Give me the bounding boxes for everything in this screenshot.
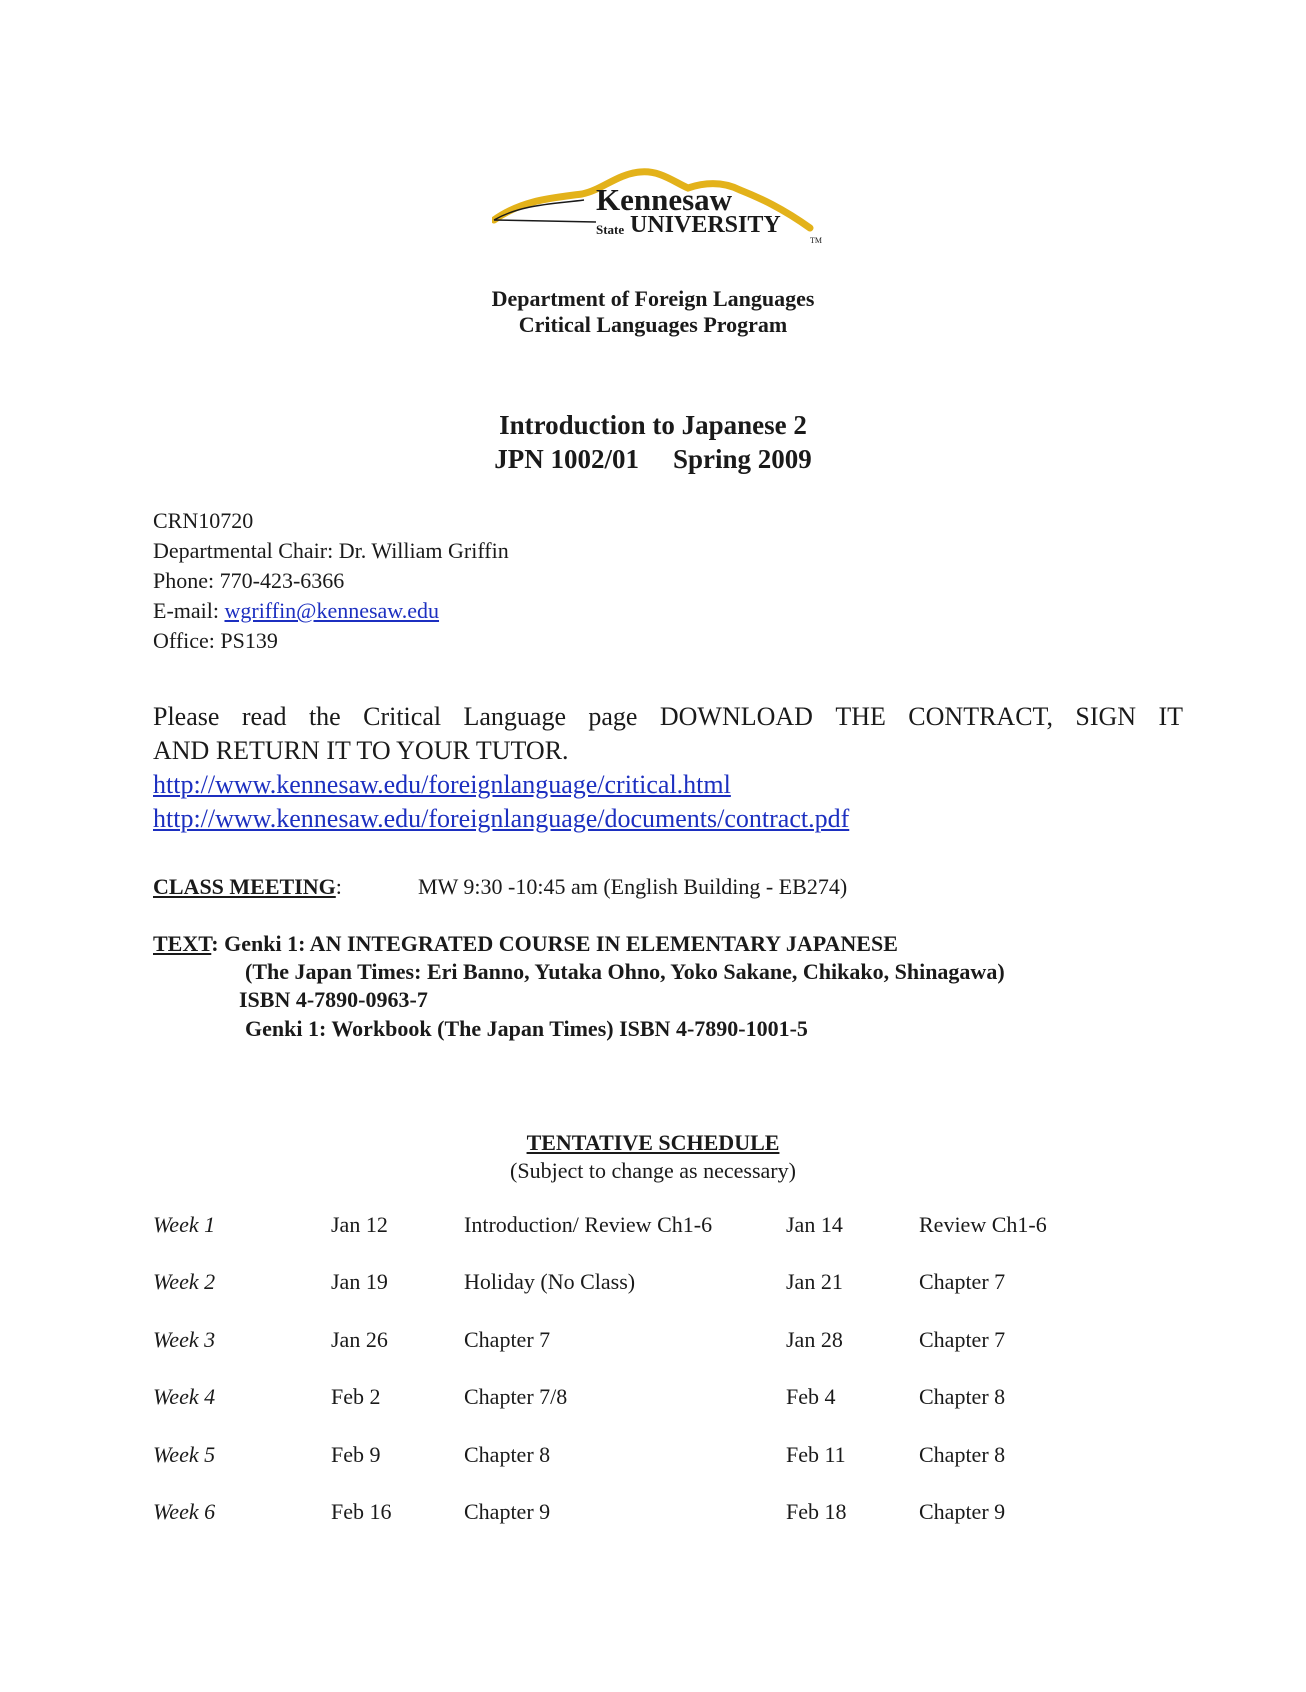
textbook-title: : Genki 1: AN INTEGRATED COURSE IN ELEMENTARY JAPANESE bbox=[211, 931, 898, 956]
schedule-date-1: Jan 12 bbox=[331, 1212, 388, 1237]
schedule-topic-2: Chapter 9 bbox=[919, 1499, 1006, 1524]
schedule-date-2: Feb 4 bbox=[786, 1384, 836, 1409]
schedule-subtitle: (Subject to change as necessary) bbox=[510, 1158, 796, 1183]
schedule-row bbox=[153, 1212, 1253, 1242]
schedule-row bbox=[153, 1384, 1253, 1414]
schedule-date-2: Feb 11 bbox=[786, 1442, 846, 1467]
email-label: E-mail: bbox=[153, 598, 225, 623]
course-code: JPN 1002/01 bbox=[494, 444, 639, 474]
notice-word: DOWNLOAD bbox=[659, 702, 813, 731]
schedule-topic-1: Holiday (No Class) bbox=[464, 1269, 636, 1294]
notice-word: CONTRACT, bbox=[908, 702, 1053, 731]
notice-line-1 bbox=[153, 700, 1183, 734]
schedule-week: Week 5 bbox=[153, 1442, 216, 1467]
notice-word: page bbox=[588, 702, 638, 731]
logo-wordmark-university: UNIVERSITY bbox=[630, 212, 781, 238]
schedule-date-2: Jan 21 bbox=[786, 1269, 843, 1294]
schedule-week: Week 6 bbox=[153, 1499, 216, 1524]
office: Office: PS139 bbox=[153, 628, 278, 653]
logo-trademark: TM bbox=[810, 236, 822, 245]
schedule-week: Week 4 bbox=[153, 1384, 216, 1409]
contract-notice bbox=[153, 700, 1183, 836]
schedule-topic-1: Introduction/ Review Ch1-6 bbox=[464, 1212, 713, 1237]
course-code-term bbox=[0, 442, 1306, 476]
notice-word: IT bbox=[1158, 702, 1183, 731]
textbook-isbn: ISBN 4-7890-0963-7 bbox=[239, 987, 428, 1012]
schedule-topic-1: Chapter 9 bbox=[464, 1499, 551, 1524]
departmental-chair: Departmental Chair: Dr. William Griffin bbox=[153, 538, 509, 563]
contract-pdf-link[interactable]: http://www.kennesaw.edu/foreignlanguage/documents/contract.pdf bbox=[153, 804, 850, 833]
department-name: Department of Foreign Languages bbox=[491, 286, 815, 311]
schedule-date-1: Feb 9 bbox=[331, 1442, 381, 1467]
schedule-date-2: Jan 14 bbox=[786, 1212, 843, 1237]
critical-language-page-link[interactable]: http://www.kennesaw.edu/foreignlanguage/critical.html bbox=[153, 770, 731, 799]
schedule-week: Week 1 bbox=[153, 1212, 216, 1237]
class-meeting-label-line bbox=[153, 874, 342, 900]
textbook-line-1 bbox=[153, 931, 898, 957]
notice-word: SIGN bbox=[1075, 702, 1137, 731]
schedule-topic-2: Chapter 8 bbox=[919, 1384, 1006, 1409]
notice-line-2: AND RETURN IT TO YOUR TUTOR. bbox=[153, 736, 569, 765]
schedule-date-1: Jan 26 bbox=[331, 1327, 388, 1352]
schedule-topic-1: Chapter 8 bbox=[464, 1442, 551, 1467]
course-title: Introduction to Japanese 2 bbox=[499, 410, 807, 440]
email-link[interactable]: wgriffin@kennesaw.edu bbox=[224, 598, 440, 623]
schedule-week: Week 3 bbox=[153, 1327, 216, 1352]
schedule-row bbox=[153, 1269, 1253, 1299]
text-label: TEXT bbox=[153, 931, 212, 956]
schedule-topic-2: Review Ch1-6 bbox=[919, 1212, 1047, 1237]
class-meeting-colon: : bbox=[335, 874, 342, 899]
logo-wordmark-state: State bbox=[596, 222, 625, 237]
notice-word: the bbox=[308, 702, 341, 731]
email-line bbox=[153, 596, 509, 626]
notice-word: Please bbox=[153, 702, 220, 731]
phone: Phone: 770-423-6366 bbox=[153, 568, 345, 593]
schedule-week: Week 2 bbox=[153, 1269, 216, 1294]
workbook-line: Genki 1: Workbook (The Japan Times) ISBN 4-7890-1001-5 bbox=[245, 1016, 808, 1041]
schedule-topic-1: Chapter 7 bbox=[464, 1327, 551, 1352]
schedule-topic-1: Chapter 7/8 bbox=[464, 1384, 568, 1409]
university-logo bbox=[492, 160, 822, 260]
schedule-topic-2: Chapter 7 bbox=[919, 1327, 1006, 1352]
schedule-date-1: Feb 2 bbox=[331, 1384, 381, 1409]
schedule-row bbox=[153, 1327, 1253, 1357]
program-name: Critical Languages Program bbox=[518, 312, 788, 337]
schedule-date-2: Feb 18 bbox=[786, 1499, 847, 1524]
class-meeting-label: CLASS MEETING bbox=[153, 874, 336, 899]
schedule-date-1: Jan 19 bbox=[331, 1269, 388, 1294]
notice-word: Language bbox=[463, 702, 566, 731]
course-term: Spring 2009 bbox=[672, 444, 812, 474]
schedule-row bbox=[153, 1442, 1253, 1472]
schedule-topic-2: Chapter 8 bbox=[919, 1442, 1006, 1467]
contact-info bbox=[153, 506, 509, 656]
schedule-title: TENTATIVE SCHEDULE bbox=[526, 1130, 780, 1155]
logo-wordmark-kennesaw: Kennesaw bbox=[596, 182, 733, 217]
notice-word: Critical bbox=[363, 702, 442, 731]
schedule-topic-2: Chapter 7 bbox=[919, 1269, 1006, 1294]
schedule-row bbox=[153, 1499, 1253, 1529]
notice-word: read bbox=[241, 702, 287, 731]
class-meeting-value: MW 9:30 -10:45 am (English Building - EB274) bbox=[418, 874, 848, 899]
textbook-authors: (The Japan Times: Eri Banno, Yutaka Ohno, Yoko Sakane, Chikako, Shinagawa) bbox=[245, 959, 1005, 984]
schedule-date-1: Feb 16 bbox=[331, 1499, 392, 1524]
crn: CRN10720 bbox=[153, 508, 254, 533]
schedule-date-2: Jan 28 bbox=[786, 1327, 843, 1352]
notice-word: THE bbox=[835, 702, 886, 731]
